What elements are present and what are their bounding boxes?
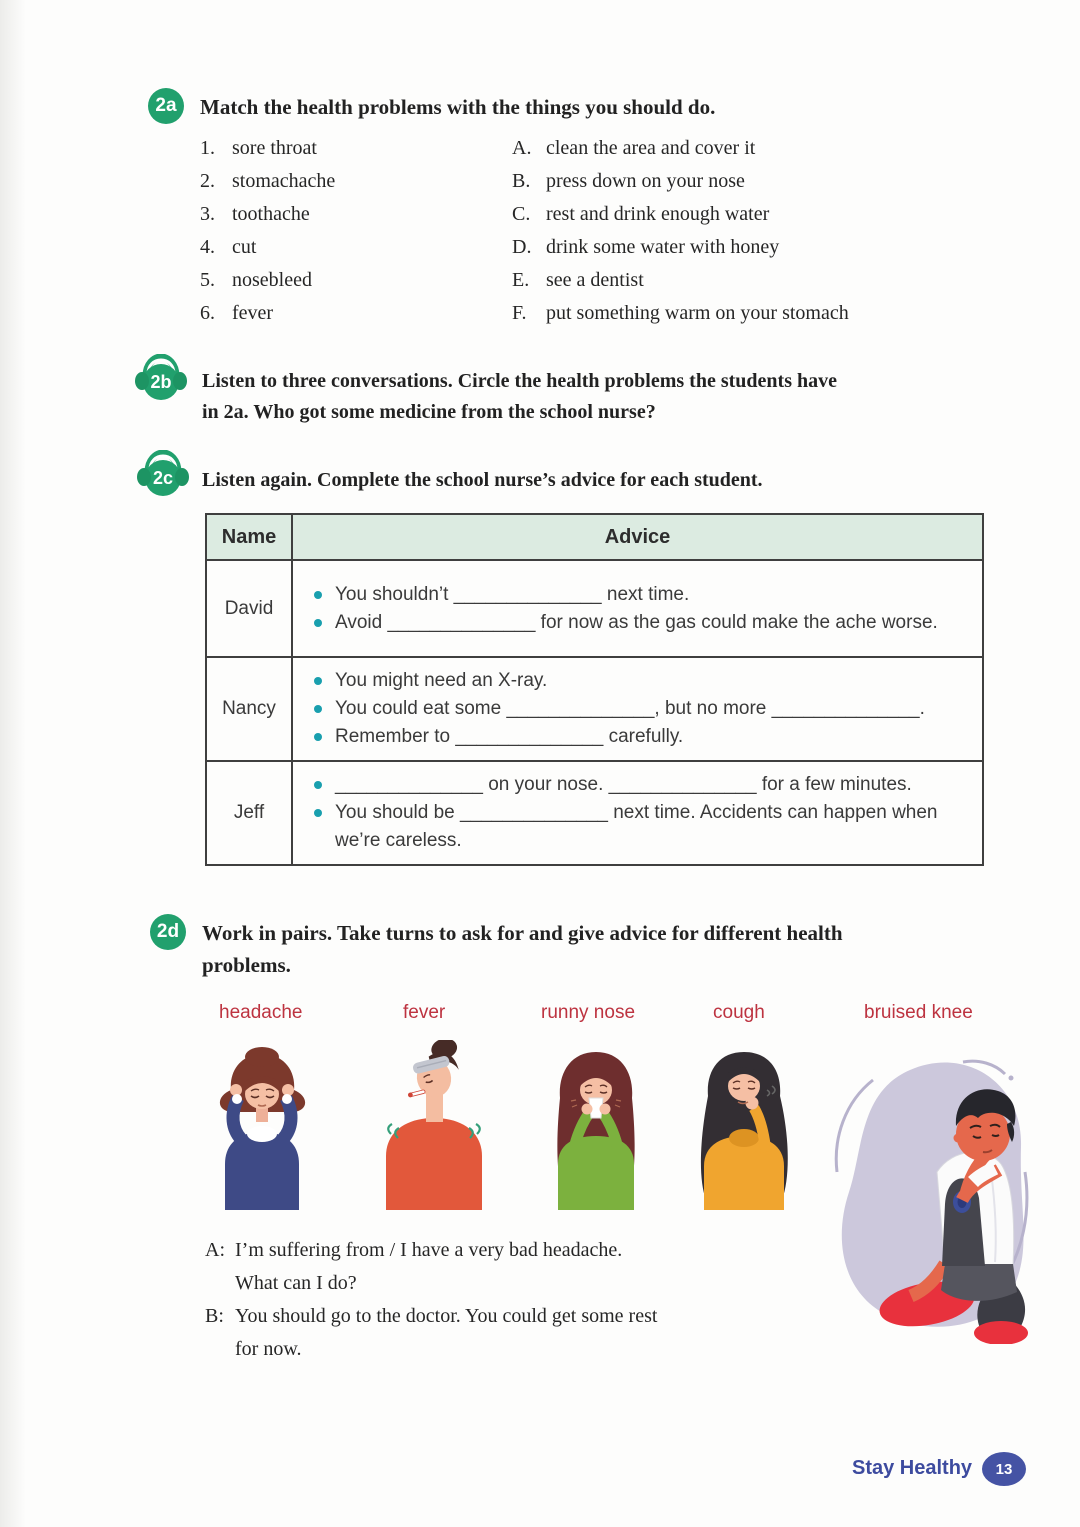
- label-bruised-knee: bruised knee: [864, 1002, 973, 1023]
- nurse-advice-table: [205, 513, 984, 866]
- page-edge-shading: [0, 0, 26, 1527]
- match-option-C: [512, 203, 769, 236]
- advice-line: [305, 581, 972, 609]
- match-text: see a dentist: [546, 269, 644, 291]
- match-letter: E.: [512, 269, 530, 291]
- dialogue-text: I’m suffering from / I have a very bad headache.: [235, 1239, 623, 1261]
- match-option-F: [512, 302, 849, 335]
- advice-text: You should be ______________ next time. Accidents can happen when we’re careless.: [335, 802, 938, 851]
- page-number-badge: 13: [982, 1452, 1026, 1486]
- section-2b-title: [202, 366, 982, 428]
- advice-line: [305, 799, 972, 855]
- advice-cell: [292, 657, 983, 761]
- match-number: 5.: [200, 269, 215, 291]
- match-item-3: [200, 203, 310, 236]
- match-number: 1.: [200, 137, 215, 159]
- advice-line: [305, 771, 972, 799]
- bullet-icon: [314, 733, 322, 741]
- match-letter: A.: [512, 137, 532, 159]
- advice-text: Avoid ______________ for now as the gas could make the ache worse.: [335, 611, 938, 633]
- match-item-6: [200, 302, 273, 335]
- match-text: cut: [232, 236, 257, 258]
- advice-text: Remember to ______________ carefully.: [335, 726, 684, 747]
- section-2d-title-line1: Work in pairs. Take turns to ask for and give advice for different health: [202, 921, 843, 945]
- match-number: 6.: [200, 302, 215, 324]
- match-item-4: [200, 236, 256, 269]
- match-letter: C.: [512, 203, 531, 225]
- match-text: clean the area and cover it: [546, 137, 756, 159]
- speaker-label: B:: [205, 1305, 224, 1327]
- table-row: [206, 761, 983, 865]
- bullet-icon: [314, 781, 322, 789]
- bullet-icon: [314, 619, 322, 627]
- bruised-knee-illustration: [815, 1052, 1045, 1344]
- section-2c-title: Listen again. Complete the school nurse’s advice for each student.: [202, 469, 763, 491]
- advice-line: [305, 609, 972, 637]
- match-option-A: [512, 137, 755, 170]
- section-2b-number: 2b: [150, 371, 172, 392]
- name-column-header: Name: [206, 514, 292, 560]
- match-item-2: [200, 170, 335, 203]
- headache-figure: [205, 1046, 320, 1215]
- match-text: press down on your nose: [546, 170, 745, 192]
- table-row: [206, 657, 983, 761]
- dialogue-line-b: [205, 1300, 825, 1333]
- section-2b-title-line1: Listen to three conversations. Circle the health problems the students have: [202, 370, 837, 392]
- match-option-D: [512, 236, 779, 269]
- section-2a-badge: 2a: [148, 88, 184, 124]
- fever-figure: [372, 1040, 497, 1215]
- example-dialogue: [205, 1234, 825, 1366]
- headache-illustration: [205, 1046, 320, 1210]
- cough-figure: [682, 1046, 807, 1215]
- runny-nose-figure: [540, 1046, 652, 1215]
- match-letter: F.: [512, 302, 527, 324]
- section-2c-number: 2c: [152, 467, 174, 488]
- runny-nose-illustration: [540, 1046, 652, 1210]
- match-text: fever: [232, 302, 274, 324]
- advice-line: [305, 667, 972, 695]
- dialogue-text-continued: for now.: [235, 1338, 302, 1360]
- dialogue-line-a: [205, 1234, 825, 1267]
- match-option-E: [512, 269, 644, 302]
- match-text: put something warm on your stomach: [546, 302, 849, 324]
- match-text: toothache: [232, 203, 310, 225]
- match-letter: D.: [512, 236, 532, 258]
- student-name: Jeff: [206, 761, 292, 865]
- label-headache: headache: [219, 1002, 303, 1023]
- dialogue-text: You should go to the doctor. You could get some rest: [235, 1305, 658, 1327]
- advice-text: ______________ on your nose. ______________ for a few minutes.: [335, 774, 912, 795]
- match-text: drink some water with honey: [546, 236, 780, 258]
- match-item-5: [200, 269, 312, 302]
- match-number: 3.: [200, 203, 215, 225]
- section-2c-badge: [136, 450, 190, 502]
- advice-line: [305, 723, 972, 751]
- advice-text: You shouldn’t ______________ next time.: [335, 583, 690, 605]
- section-2d-title: [202, 917, 942, 981]
- student-name: David: [206, 560, 292, 657]
- section-2a-title: Match the health problems with the things you should do.: [200, 95, 716, 119]
- match-number: 2.: [200, 170, 215, 192]
- advice-text: You could eat some ______________, but no more ______________.: [335, 698, 925, 719]
- section-2d-title-line2: problems.: [202, 953, 291, 977]
- advice-line: [305, 695, 972, 723]
- match-letter: B.: [512, 170, 531, 192]
- bullet-icon: [314, 705, 322, 713]
- advice-cell: [292, 761, 983, 865]
- cough-illustration: [682, 1046, 807, 1210]
- match-option-B: [512, 170, 745, 203]
- match-number: 4.: [200, 236, 215, 258]
- bullet-icon: [314, 591, 322, 599]
- label-cough: cough: [713, 1002, 765, 1023]
- bullet-icon: [314, 809, 322, 817]
- unit-title: Stay Healthy: [852, 1457, 973, 1479]
- bullet-icon: [314, 677, 322, 685]
- section-2b-title-line2: in 2a. Who got some medicine from the school nurse?: [202, 401, 656, 423]
- match-item-1: [200, 137, 317, 170]
- table-row: [206, 560, 983, 657]
- bruised-knee-figure: [815, 1052, 1045, 1349]
- advice-column-header: Advice: [292, 514, 983, 560]
- student-name: Nancy: [206, 657, 292, 761]
- section-2d-badge: 2d: [150, 914, 186, 950]
- dialogue-text-continued: What can I do?: [235, 1272, 357, 1294]
- label-runny-nose: runny nose: [541, 1002, 636, 1023]
- match-text: nosebleed: [232, 269, 312, 291]
- table-header-row: [206, 514, 983, 560]
- advice-cell: [292, 560, 983, 657]
- section-2b-badge: [134, 354, 188, 406]
- match-text: stomachache: [232, 170, 336, 192]
- label-fever: fever: [403, 1002, 446, 1023]
- speaker-label: A:: [205, 1239, 225, 1261]
- match-text: sore throat: [232, 137, 317, 159]
- advice-text: You might need an X-ray.: [335, 670, 548, 691]
- match-text: rest and drink enough water: [546, 203, 770, 225]
- fever-illustration: [372, 1040, 497, 1210]
